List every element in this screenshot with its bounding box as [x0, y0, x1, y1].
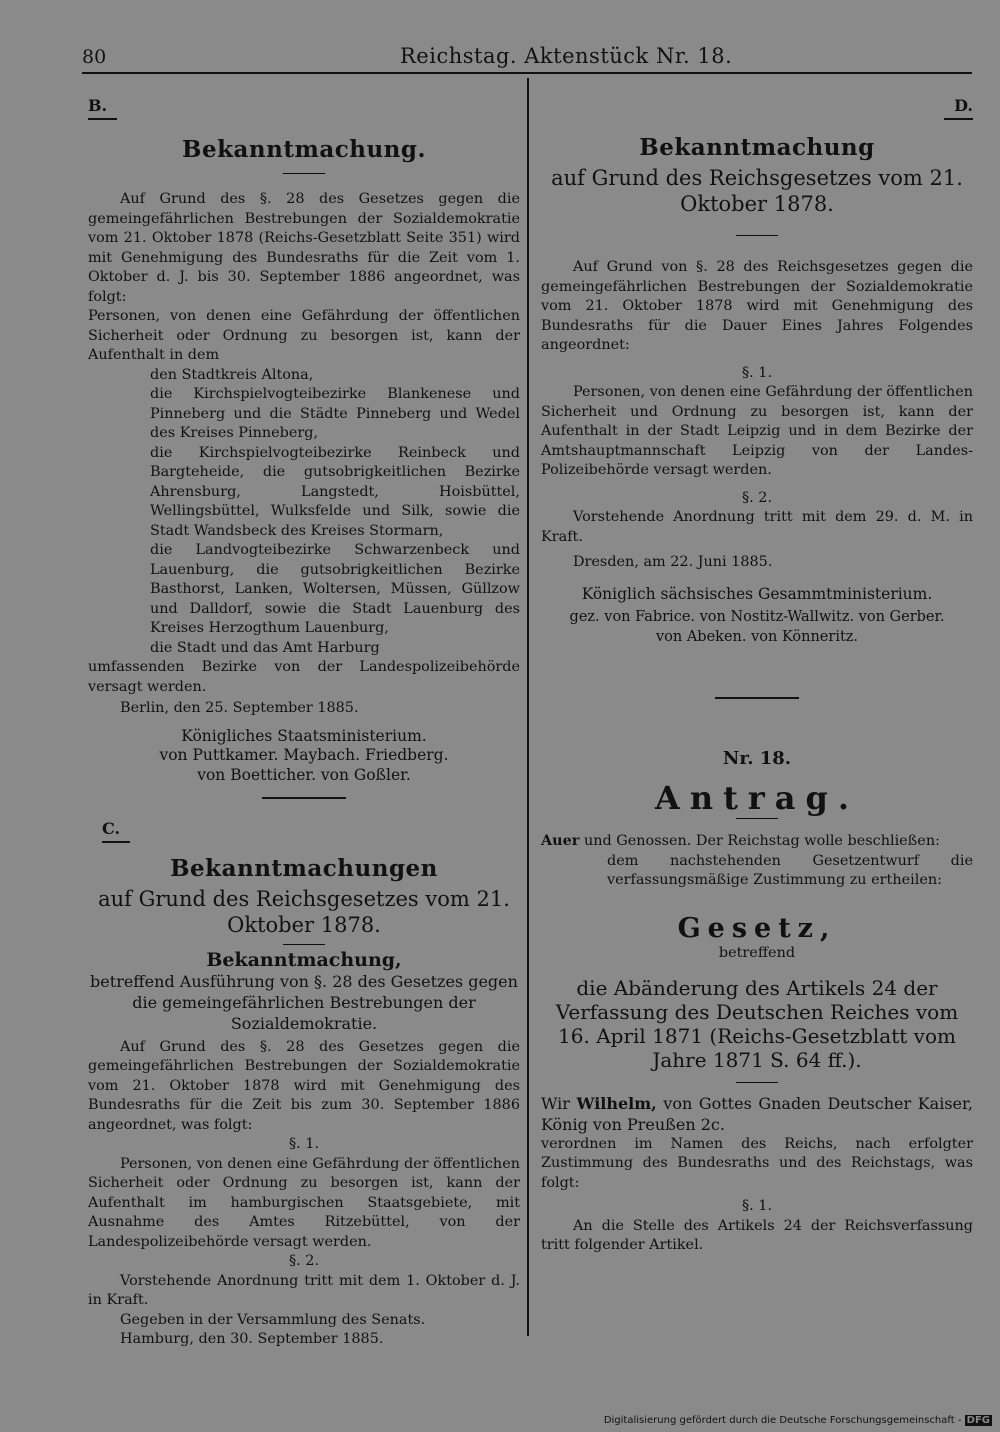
motion-line: dem nachstehenden Gesetzentwurf die verfassungsmäßige Zustimmung zu ertheilen:	[607, 852, 973, 888]
section-letter-b: B.	[88, 96, 117, 120]
header-rule	[82, 72, 972, 74]
separator	[736, 235, 778, 236]
section-c-sec2-text: Vorstehende Anordnung tritt mit dem 1. Oktober d. J. in Kraft.	[88, 1272, 520, 1308]
separator	[736, 818, 778, 819]
section-d-subheading: auf Grund des Reichsgesetzes vom 21. Oktober 1878.	[551, 166, 963, 216]
section-b-signatures: von Boetticher. von Goßler.	[197, 765, 411, 784]
right-column	[541, 96, 973, 1256]
nr18-sec1-text: An die Stelle des Artikels 24 der Reichsverfassung tritt folgender Artikel.	[541, 1217, 973, 1253]
separator	[262, 797, 346, 799]
section-b-heading: Bekanntmachung.	[182, 135, 426, 163]
section-c-heading: Bekanntmachungen	[170, 854, 438, 882]
motion-line: Auer und Genossen. Der Reichstag wolle beschließen:	[541, 832, 940, 849]
section-d-sec1-text: Personen, von denen eine Gefährdung der öffentlichen Sicherheit und Ordnung zu besorgen ist, kann der Aufenthalt in der Stadt Leipzig und in dem Bezirke der Amtshauptmannschaft Leipzig von der Landes-Polizeibehörde versagt werden.	[541, 384, 973, 478]
section-d-sec1: §. 1.	[741, 364, 773, 381]
separator	[715, 697, 799, 699]
footer-text: Digitalisierung gefördert durch die Deutsche Forschungsgemeinschaft -	[603, 1415, 962, 1426]
section-d-ministry: Königlich sächsisches Gesammtministerium.	[581, 584, 933, 603]
section-d-intro: Auf Grund von §. 28 des Reichsgesetzes gegen die gemeingefährlichen Bestrebungen der Sozialdemokratie vom 21. Oktober 1878 wird mit Genehmigung des Bundesraths für die Dauer Eines Jahres Folgendes angeordnet:	[541, 259, 973, 353]
section-b-date: Berlin, den 25. September 1885.	[120, 700, 359, 716]
nr18-sec1: §. 1.	[741, 1198, 773, 1214]
separator	[736, 1082, 778, 1083]
document-number: Nr. 18.	[722, 748, 792, 769]
gesetz-heading: Gesetz,	[677, 912, 837, 944]
section-c-subheading: auf Grund des Reichsgesetzes vom 21. Oktober 1878.	[98, 887, 510, 937]
dfg-logo: DFG	[966, 1415, 990, 1426]
motion-name: Auer	[541, 832, 580, 849]
section-c-notice-sub: betreffend Ausführung von §. 28 des Gesetzes gegen die gemeingefährlichen Bestrebungen der Sozialdemokratie.	[90, 971, 518, 1033]
page-header-title: Reichstag. Aktenstück Nr. 18.	[400, 44, 733, 68]
section-letter-c: C.	[102, 819, 130, 843]
section-d-date: Dresden, am 22. Juni 1885.	[573, 554, 773, 570]
emperor-line: Wir Wilhelm, von Gottes Gnaden Deutscher Kaiser, König von Preußen 2c.	[541, 1093, 973, 1134]
section-b-intro: Auf Grund des §. 28 des Gesetzes gegen die gemeingefährlichen Bestrebungen der Sozialdemokratie vom 21. Oktober 1878 (Reichs-Gesetzblatt Seite 351) wird mit Genehmigung des Bundesraths für die Zeit vom 1. Oktober d. J. bis 30. September 1886 angeordnet, was folgt:	[88, 191, 520, 305]
page-number: 80	[82, 46, 107, 68]
section-d-signatures: gez. von Fabrice. von Nostitz-Wallwitz. von Gerber.	[569, 609, 945, 625]
section-d-sec2: §. 2.	[741, 489, 773, 506]
section-c-given: Gegeben in der Versammlung des Senats.	[120, 1311, 426, 1328]
section-b-closing: umfassenden Bezirke von der Landespolizeibehörde versagt werden.	[88, 659, 520, 695]
district-item: die Stadt und das Amt Harburg	[150, 639, 380, 656]
section-d-signatures: von Abeken. von Könneritz.	[655, 628, 859, 645]
section-d-heading: Bekanntmachung	[639, 133, 875, 161]
footer-credit	[604, 1415, 992, 1426]
section-c-sec1-text: Personen, von denen eine Gefährdung der öffentlichen Sicherheit oder Ordnung zu besorgen ist, kann der Aufenthalt im hamburgischen Staatsgebiete, mit Ausnahme des Amtes Ritzebüttel, von der Landespolizeibehörde versagt werden.	[88, 1155, 520, 1250]
decree-text: verordnen im Namen des Reichs, nach erfolgter Zustimmung des Bundesraths und des Reichstags, was folgt:	[541, 1135, 973, 1191]
column-divider	[527, 78, 529, 1336]
left-column	[88, 96, 520, 1350]
antrag-heading: Antrag.	[655, 778, 859, 817]
section-b-ministry: Königliches Staatsministerium.	[181, 726, 427, 745]
law-title: die Abänderung des Artikels 24 der Verfassung des Deutschen Reiches vom 16. April 1871 (Reichs-Gesetzblatt vom Jahre 1871 S. 64 ff.).	[555, 975, 959, 1072]
district-item: die Kirchspielvogteibezirke Reinbeck und Bargteheide, die gutsobrigkeitlichen Bezirke Ahrensburg, Langstedt, Hoisbüttel, Wellingsbüttel, Wulksfelde und Silk, sowie die Stadt Wandsbeck des Kreises Stormarn,	[150, 444, 520, 539]
district-item: die Landvogteibezirke Schwarzenbeck und Lauenburg, die gutsobrigkeitlichen Bezirke Basthorst, Lanken, Woltersen, Müssen, Güllzow und Dalldorf, sowie die Stadt Lauenburg des Kreises Herzogthum Lauenburg,	[150, 542, 520, 636]
section-c-sec1: §. 1.	[288, 1136, 320, 1152]
district-item: die Kirchspielvogteibezirke Blankenese und Pinneberg und die Städte Pinneberg und Wedel des Kreises Pinneberg,	[150, 386, 520, 441]
separator	[283, 944, 325, 945]
section-c-intro: Auf Grund des §. 28 des Gesetzes gegen die gemeingefährlichen Bestrebungen der Sozialdemokratie vom 21. Oktober 1878 wird mit Genehmigung des Bundesraths für die Zeit bis zum 30. September 1886 angeordnet, was folgt:	[88, 1038, 520, 1133]
district-item: den Stadtkreis Altona,	[150, 366, 314, 383]
section-c-sec2: §. 2.	[288, 1253, 320, 1269]
section-letter-d: D.	[944, 96, 973, 120]
betreffend-label: betreffend	[718, 945, 796, 961]
emperor-name: Wilhelm,	[576, 1093, 657, 1113]
section-c-date: Hamburg, den 30. September 1885.	[120, 1331, 384, 1347]
separator	[283, 173, 325, 174]
section-b-signatures: von Puttkamer. Maybach. Friedberg.	[159, 746, 449, 764]
section-d-sec2-text: Vorstehende Anordnung tritt mit dem 29. d. M. in Kraft.	[541, 509, 973, 545]
section-b-persons: Personen, von denen eine Gefährdung der öffentlichen Sicherheit oder Ordnung zu besorgen ist, kann der Aufenthalt in dem	[88, 308, 520, 363]
section-c-notice-title: Bekanntmachung,	[206, 949, 402, 971]
